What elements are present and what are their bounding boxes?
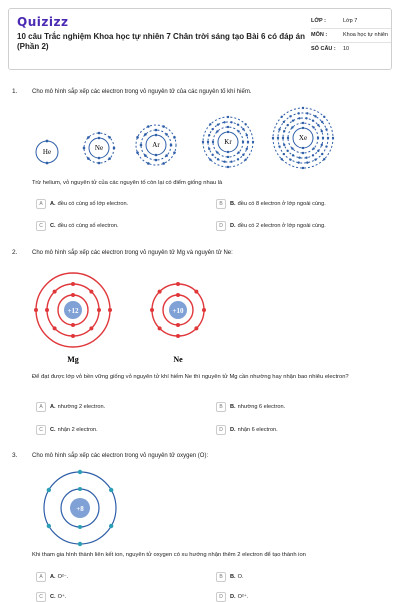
electron [216, 130, 218, 132]
electron [246, 134, 248, 136]
electron [155, 134, 158, 137]
electron [282, 137, 284, 139]
electron [223, 121, 225, 123]
electron [314, 115, 316, 117]
electron [237, 158, 239, 160]
electron [89, 290, 93, 294]
electron [242, 128, 244, 130]
electron [306, 112, 308, 114]
electron [211, 154, 213, 156]
electron [47, 488, 51, 492]
electron [327, 137, 329, 139]
option-b[interactable]: B B. O. [216, 572, 244, 582]
worksheet-header [8, 8, 392, 70]
option-b[interactable]: B B. nhường 6 electron. [216, 402, 285, 412]
electron [237, 151, 239, 153]
electron [292, 154, 294, 156]
electron [136, 136, 139, 139]
svg-text:+12: +12 [67, 307, 79, 315]
electron [281, 116, 283, 118]
electron [155, 159, 158, 162]
electron [312, 126, 314, 128]
atom-o [44, 470, 116, 546]
electron [227, 131, 229, 133]
electron [173, 136, 176, 139]
electron [202, 141, 204, 143]
option-text: nhận 2 electron. [57, 427, 98, 433]
electron [227, 156, 229, 158]
option-letter: A [36, 402, 46, 412]
option-letter: C [36, 221, 46, 231]
electron [281, 158, 283, 160]
electron [302, 107, 304, 109]
electron [109, 524, 113, 528]
electron [323, 158, 325, 160]
electron [230, 121, 232, 123]
electron [305, 117, 307, 119]
noble-gas-diagram [32, 100, 342, 175]
worksheet-title: 10 câu Trắc nghiệm Khoa học tự nhiên 7 Chân trời sáng tạo Bài 6 có đáp án (Phần 2) [17, 32, 305, 51]
atom-he [36, 140, 58, 165]
question-text: Cho mô hình sắp xếp các electron trong vỏ nguyên tử oxygen (O): [32, 453, 209, 459]
option-text: đều có 8 electron ở lớp ngoài cùng. [237, 201, 326, 207]
question-number: 1. [12, 88, 18, 95]
atom-ne [150, 282, 206, 364]
oxygen-diagram [32, 464, 132, 550]
electron [45, 308, 49, 312]
question-text: Cho mô hình sắp xếp các electron trong vỏ nguyên tử của các nguyên tố khí hiếm. [32, 89, 252, 95]
svg-text:He: He [42, 148, 52, 156]
electron [287, 137, 289, 139]
option-letter: C [36, 425, 46, 435]
option-letter: A [36, 199, 46, 209]
electron [155, 154, 158, 157]
electron [144, 154, 147, 157]
option-c[interactable]: C C. đều có cùng số electron. [36, 221, 119, 231]
electron [216, 151, 218, 153]
electron [278, 145, 280, 147]
electron [322, 137, 324, 139]
electron [283, 130, 285, 132]
question-2 [12, 249, 388, 444]
atom-ar [136, 125, 176, 165]
electron [317, 124, 319, 126]
electron [176, 282, 180, 286]
electron [244, 123, 246, 125]
electron [194, 290, 198, 294]
option-letter: B [216, 572, 226, 582]
option-text: nhận 6 electron. [237, 427, 278, 433]
electron [89, 326, 93, 330]
option-letter: B [216, 199, 226, 209]
electron [155, 129, 158, 132]
electron [247, 141, 249, 143]
electron [321, 144, 323, 146]
electron [176, 334, 180, 338]
electron [252, 141, 254, 143]
option-a[interactable]: A A. O²⁻. [36, 572, 68, 582]
svg-text:+8: +8 [76, 505, 84, 513]
electron [108, 157, 111, 160]
electron [212, 141, 214, 143]
electron [312, 119, 314, 121]
electron [321, 121, 323, 123]
option-d[interactable]: D D. O²⁺. [216, 592, 248, 602]
electron [158, 326, 162, 330]
atom-kr [202, 116, 254, 168]
electron [244, 158, 246, 160]
electron [237, 130, 239, 132]
electron [305, 156, 307, 158]
option-a[interactable]: A A. đều có cùng số lớp electron. [36, 199, 128, 209]
electron [98, 157, 101, 160]
electron [283, 144, 285, 146]
option-text: O⁺. [57, 594, 67, 600]
electron [298, 117, 300, 119]
option-a[interactable]: A A. nhường 2 electron. [36, 402, 105, 412]
option-letter: D [216, 425, 226, 435]
electron [283, 153, 285, 155]
electron [291, 126, 293, 128]
electron [209, 123, 211, 125]
meta-row-class: LỚP : Lớp 7 [311, 15, 391, 29]
meta-row-subject: MÔN : Khoa học tự nhiên [311, 29, 391, 43]
option-letter: C [36, 592, 46, 602]
option-text: nhường 2 electron. [57, 404, 106, 410]
electron [78, 542, 82, 546]
electron [283, 121, 285, 123]
electron [227, 166, 229, 168]
electron [98, 162, 101, 165]
option-letter: B [216, 402, 226, 412]
option-d[interactable]: D D. nhận 6 electron. [216, 425, 278, 435]
electron [207, 141, 209, 143]
option-letter: D [216, 592, 226, 602]
electron [289, 115, 291, 117]
electron [78, 525, 82, 529]
atom-caption: Ne [173, 355, 183, 364]
electron [136, 151, 139, 154]
electron [170, 144, 173, 147]
option-text: nhường 6 electron. [237, 404, 286, 410]
svg-text:Ne: Ne [94, 144, 104, 152]
option-c[interactable]: C C. O⁺. [36, 592, 66, 602]
electron [312, 154, 314, 156]
electron [242, 154, 244, 156]
electron [302, 127, 304, 129]
question-number: 3. [12, 452, 18, 459]
electron [323, 116, 325, 118]
electron [208, 134, 210, 136]
electron [202, 308, 206, 312]
electron [147, 125, 150, 128]
electron [144, 133, 147, 136]
electron [97, 308, 101, 312]
electron [242, 141, 244, 143]
electron [314, 158, 316, 160]
electron [78, 470, 82, 474]
electron [71, 334, 75, 338]
option-letter: D [216, 221, 226, 231]
electron [227, 151, 229, 153]
electron [108, 136, 111, 139]
quizizz-logo: Quizizz [17, 15, 69, 29]
electron [217, 158, 219, 160]
electron [209, 158, 211, 160]
electron [34, 308, 38, 312]
electron [109, 488, 113, 492]
electron [162, 125, 165, 128]
electron [277, 137, 279, 139]
electron [325, 128, 327, 130]
electron [71, 293, 75, 297]
question-stem: Khi tham gia hình thành liên kết ion, nguyên tử oxygen có xu hướng nhận thêm 2 electron để tạo thành ion [32, 552, 306, 558]
electron [317, 137, 319, 139]
electron [223, 160, 225, 162]
electron [98, 132, 101, 135]
electron [83, 147, 86, 150]
electron [208, 148, 210, 150]
electron [302, 122, 304, 124]
electron [289, 158, 291, 160]
electron [176, 293, 180, 297]
option-text: O. [237, 574, 244, 580]
electron [165, 133, 168, 136]
electron [150, 308, 154, 312]
electron [246, 148, 248, 150]
electron [78, 487, 82, 491]
electron [71, 282, 75, 286]
electron [176, 323, 180, 327]
electron [298, 156, 300, 158]
option-letter: A [36, 572, 46, 582]
electron [278, 128, 280, 130]
electron [325, 145, 327, 147]
electron [173, 151, 176, 154]
electron [286, 124, 288, 126]
question-3 [12, 452, 388, 600]
electron [217, 123, 219, 125]
electron [291, 147, 293, 149]
option-c[interactable]: C C. nhận 2 electron. [36, 425, 98, 435]
atom-xe [272, 107, 334, 169]
electron [71, 323, 75, 327]
electron [227, 116, 229, 118]
svg-text:Ar: Ar [152, 141, 160, 149]
question-number: 2. [12, 249, 18, 256]
electron [108, 308, 112, 312]
electron [317, 150, 319, 152]
electron [230, 160, 232, 162]
electron [165, 154, 168, 157]
electron [47, 524, 51, 528]
svg-text:Kr: Kr [224, 138, 232, 146]
electron [113, 147, 116, 150]
electron [87, 157, 90, 160]
electron [194, 326, 198, 330]
electron [312, 147, 314, 149]
option-text: O²⁻. [57, 574, 69, 580]
option-text: O²⁺. [237, 594, 249, 600]
electron [332, 137, 334, 139]
electron [302, 152, 304, 154]
question-1 [12, 88, 388, 238]
electron [292, 119, 294, 121]
electron [272, 137, 274, 139]
electron [53, 326, 57, 330]
electron [297, 112, 299, 114]
electron [98, 137, 101, 140]
electron [158, 290, 162, 294]
electron [162, 162, 165, 165]
question-stem: Trừ helium, vỏ nguyên tử của các nguyên tố còn lại có điểm giống nhau là [32, 180, 223, 186]
electron [286, 150, 288, 152]
electron [227, 126, 229, 128]
electron [297, 161, 299, 163]
mg-ne-diagram [32, 261, 232, 369]
option-text: đều có 2 electron ở lớp ngoài cùng. [237, 223, 326, 229]
electron [140, 144, 143, 147]
option-text: đều có cùng số electron. [57, 223, 119, 229]
electron [306, 161, 308, 163]
electron [87, 136, 90, 139]
meta-row-count: SỐ CÂU : 10 [311, 46, 350, 52]
electron [302, 147, 304, 149]
electron [302, 167, 304, 169]
electron [321, 130, 323, 132]
svg-text:+10: +10 [172, 307, 184, 315]
svg-text:Xe: Xe [298, 134, 308, 142]
option-b[interactable]: B B. đều có 8 electron ở lớp ngoài cùng. [216, 199, 326, 209]
worksheet-meta [311, 15, 391, 56]
atom-caption: Mg [67, 355, 79, 364]
electron [53, 290, 57, 294]
atom-mg [34, 273, 112, 364]
question-text: Cho mô hình sắp xếp các electron trong vỏ nguyên tử Mg và nguyên tử Ne: [32, 250, 233, 256]
electron [237, 123, 239, 125]
electron [211, 128, 213, 130]
atom-ne [83, 132, 116, 165]
electron [147, 162, 150, 165]
option-d[interactable]: D D. đều có 2 electron ở lớp ngoài cùng. [216, 221, 326, 231]
option-text: đều có cùng số lớp electron. [57, 201, 129, 207]
electron [321, 153, 323, 155]
question-stem: Để đạt được lớp vỏ bền vững giống vỏ nguyên tử khí hiếm Ne thì nguyên tử Mg cần nhường hay nhận bao nhiêu electron? [32, 374, 349, 380]
